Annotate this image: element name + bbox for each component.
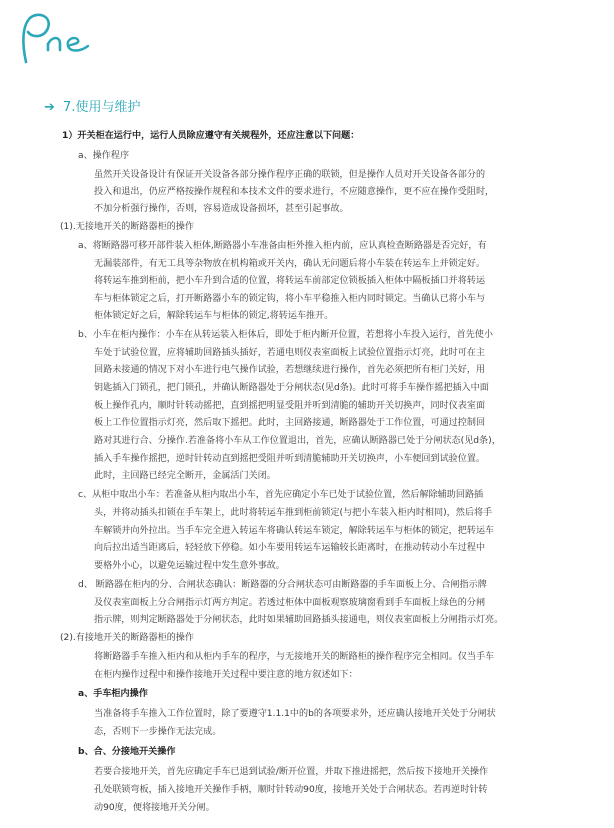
section-heading [44, 96, 140, 115]
text-line: 柜体锁定好之后，解除转运车与柜体的锁定,将转运车推开。 [94, 311, 334, 321]
text-line: 要格外小心，以避免运输过程中发生意外事故。 [94, 561, 285, 571]
item-a-label: a、操作程序 [78, 151, 130, 161]
text-line: 将断路器手车推入柜内和从柜内手车的程序，与无接地开关的断路柜的操作程序完全相同。仅当手车 [94, 652, 495, 662]
text-line: c、从柜中取出小车：若准备从柜内取出小车，首先应确定小车已处于试验位置，然后解除辅助回路插 [78, 490, 484, 500]
text-line: 当准备将手车推入工作位置时，除了要遵守1.1.1中的b的各项要求外，还应确认接地开关处于分闸状 [94, 709, 496, 719]
logo-text: Pne [8, 8, 10, 9]
text-line: 车解锁并向外拉出。当手车完全进入转运车将确认转运车锁定，解除转运车与柜体的锁定，把转运车 [94, 526, 495, 536]
text-line: 及仪表室面板上分合闸指示灯两方判定。若透过柜体中面板观察玻璃窗看到手车面板上绿色的分闸 [94, 598, 486, 608]
text-line: 在柜内操作过程中和操作接地开关过程中要注意的地方叙述如下： [94, 670, 358, 680]
text-line: 钥匙插入门锁孔，把门锁孔，并确认断路器处于分闸状态(见d条)。此时可将手车操作摇把插入中面 [94, 383, 489, 393]
text-line: 无漏装部件，有无工具等杂物放在机构箱或开关内，确认无问题后将小车装在转运车上并锁定好。 [94, 259, 486, 269]
text-line: 将转运车推到柜前，把小车升到合适的位置，将转运车前部定位锁板插入柜体中隔板插口并将转运 [94, 276, 486, 286]
text-line: a、将断路器可移开部件装入柜体,断路器小车准备由柜外推入柜内前，应认真检查断路器是否完好，有 [78, 241, 487, 251]
text-line: 头，并将动插头扣锁在手车架上，此时将转运车推到柜前锁定(与把小车装入柜内时相同)，然后将手 [94, 508, 493, 518]
section-title: 7.使用与维护 [63, 100, 141, 115]
text-line: b、小车在柜内操作：小车在从转运装入柜体后，即处于柜内断开位置，若想将小车投入运行，首先使小 [78, 330, 493, 340]
text-line: 车处于试验位置，应将辅助回路插头插好，若通电则仪表室面板上试验位置指示灯亮，此时可在主 [94, 348, 486, 358]
text-line: d、 断路器在柜内的分、合闸状态确认：断路器的分合闸状态可由断路器的手车面板上分、合闸指示牌 [78, 580, 487, 590]
text-line: 板上工作位置指示灯亮，然后取下摇把。此时，主回路接通，断路器处于工作位置，可通过控制回 [94, 418, 486, 428]
text-line: 指示牌，则判定断路器处于分闸状态，此时如果辅助回路插头接通电，则仪表室面板上分闸指示灯亮。 [94, 615, 504, 625]
item-a-label: a、手车柜内操作 [78, 689, 148, 699]
text-line: 路对其进行合、分操作.若准备将小车从工作位置退出，首先，应确认断路器已处于分闸状态(见d条)， [94, 436, 501, 446]
text-line: 插入手车操作摇把，逆时针转动直到摇把受阻并听到清脆辅助开关切换声，小车便回到试验位置。 [94, 454, 486, 464]
subsection-1-heading: (1).无接地开关的断路器柜的操作 [60, 222, 194, 232]
text-line: 动90度，便将接地开关分闸。 [94, 803, 215, 813]
subsection-2-heading: (2).有接地开关的断路器柜的操作 [60, 633, 194, 643]
arrow-right-icon: ➔ [44, 100, 55, 115]
text-line: 若要合接地开关，首先应确定手车已退到试验/断开位置，并取下推进摇把，然后按下接地开关操作 [94, 767, 489, 777]
text-line: 孔处联锁弯板，插入接地开关操作手柄，顺时针转动90度，接地开关处于合闸状态。若再逆时针转 [94, 785, 488, 795]
item-b-label: b、合、分接地开关操作 [78, 747, 176, 757]
text-line: 态，否则下一步操作无法完成。 [94, 727, 222, 737]
text-line: 投入和退出，仍应严格按操作规程和本技术文件的要求进行，不应随意操作，更不应在操作受阻时， [94, 187, 495, 197]
text-line: 车与柜体锁定之后，打开断路器小车的锁定钩，将小车平稳推入柜内同时锁定。当确认已将小车与 [94, 294, 486, 304]
text-line: 虽然开关设备设计有保证开关设备各部分操作程序正确的联锁，但是操作人员对开关设备各部分的 [94, 170, 486, 180]
text-line: 回路未接通的情况下对小车进行电气操作试验，若想继续进行操作，首先必须把所有柜门关好，用 [94, 365, 486, 375]
paragraph-1-heading: 1）开关柜在运行中，运行人员除应遵守有关规程外，还应注意以下问题： [62, 131, 360, 141]
text-line: 板上操作孔内，顺时针转动摇把，直到摇把明显受阻并听到清脆的辅助开关切换声，同时仪表室面 [94, 401, 486, 411]
company-logo [8, 8, 100, 70]
text-line: 向后拉出适当距离后，轻轻放下停稳。如小车要用转运车运输较长距离时，在推动转动小车过程中 [94, 543, 486, 553]
text-line: 不加分析强行操作，否则，容易造成设备损坏，甚至引起事故。 [94, 204, 349, 214]
text-line: 此时，主回路已经完全断开，金属活门关闭。 [94, 471, 276, 481]
